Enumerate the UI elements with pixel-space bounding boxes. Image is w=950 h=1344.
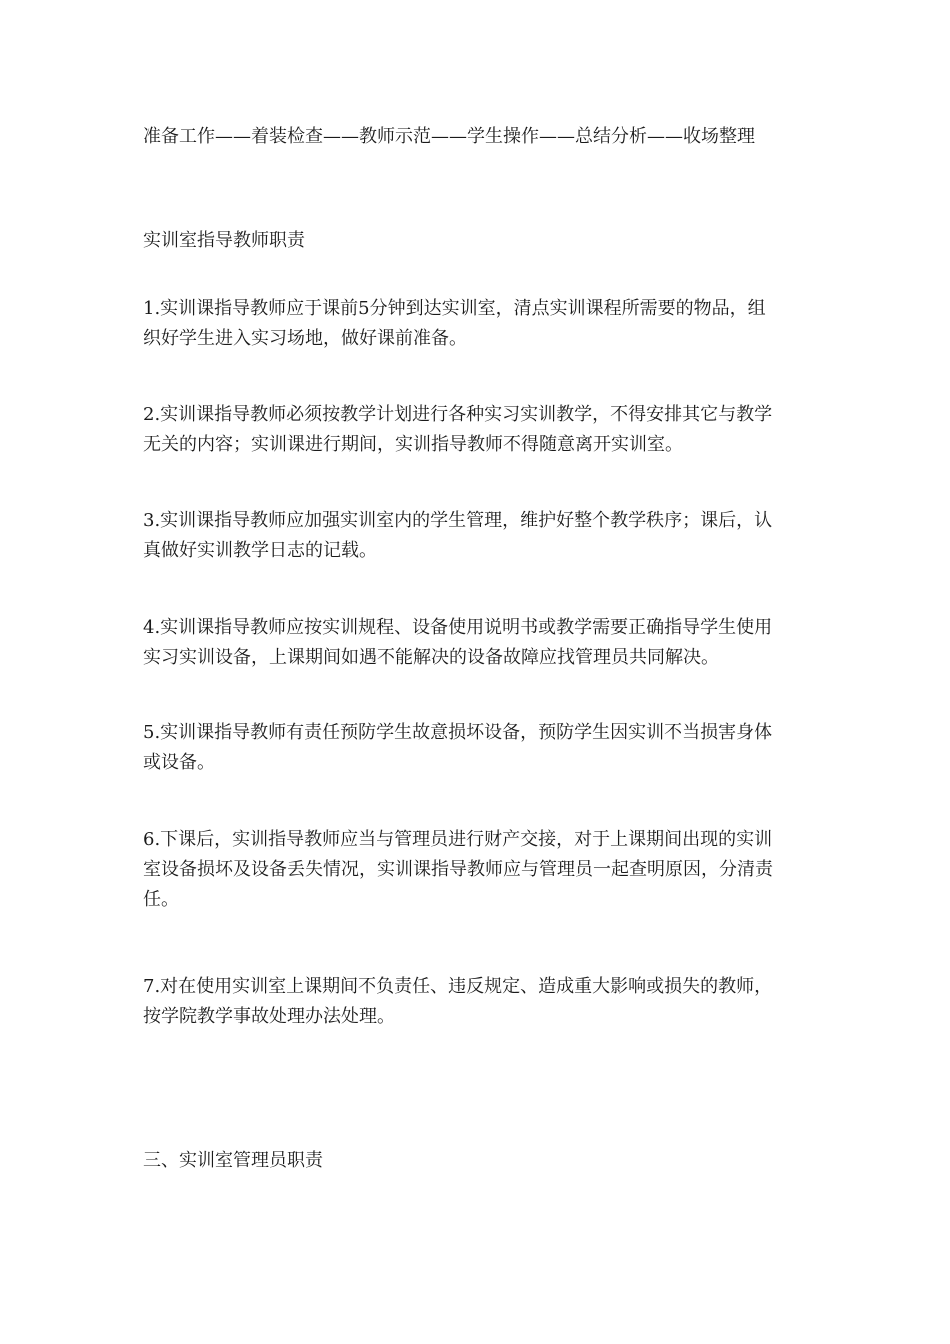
duty-item-1	[143, 294, 808, 354]
duty-line: 7.对在使用实训室上课期间不负责任、违反规定、造成重大影响或损失的教师，	[143, 976, 773, 997]
next-section-title: 三、实训室管理员职责	[143, 1150, 323, 1171]
duty-line: 室设备损坏及设备丢失情况，实训课指导教师应与管理员一起查明原因，分清责	[143, 859, 773, 880]
duty-line: 1.实训课指导教师应于课前5分钟到达实训室，清点实训课程所需要的物品，组	[143, 298, 766, 319]
duty-line: 按学院教学事故处理办法处理。	[143, 1006, 395, 1027]
workflow-line: 准备工作——着装检查——教师示范——学生操作——总结分析——收场整理	[143, 126, 755, 147]
duty-line: 6.下课后，实训指导教师应当与管理员进行财产交接，对于上课期间出现的实训	[143, 829, 773, 850]
duty-item-6	[143, 825, 808, 915]
duty-line: 无关的内容；实训课进行期间，实训指导教师不得随意离开实训室。	[143, 434, 683, 455]
section-title: 实训室指导教师职责	[143, 230, 305, 251]
duty-line: 5.实训课指导教师有责任预防学生故意损坏设备，预防学生因实训不当损害身体	[143, 722, 773, 743]
duty-line: 任。	[143, 889, 179, 910]
duty-item-5	[143, 718, 808, 778]
duty-item-7	[143, 972, 808, 1032]
duty-line: 织好学生进入实习场地，做好课前准备。	[143, 328, 467, 349]
duty-line: 2.实训课指导教师必须按教学计划进行各种实习实训教学，不得安排其它与教学	[143, 404, 773, 425]
duty-line: 实习实训设备，上课期间如遇不能解决的设备故障应找管理员共同解决。	[143, 647, 719, 668]
duty-item-4	[143, 613, 808, 673]
duty-line: 4.实训课指导教师应按实训规程、设备使用说明书或教学需要正确指导学生使用	[143, 617, 773, 638]
duty-line: 或设备。	[143, 752, 215, 773]
duty-item-2	[143, 400, 808, 460]
duty-line: 3.实训课指导教师应加强实训室内的学生管理，维护好整个教学秩序；课后，认	[143, 510, 773, 531]
duty-item-3	[143, 506, 808, 566]
duty-line: 真做好实训教学日志的记载。	[143, 540, 377, 561]
